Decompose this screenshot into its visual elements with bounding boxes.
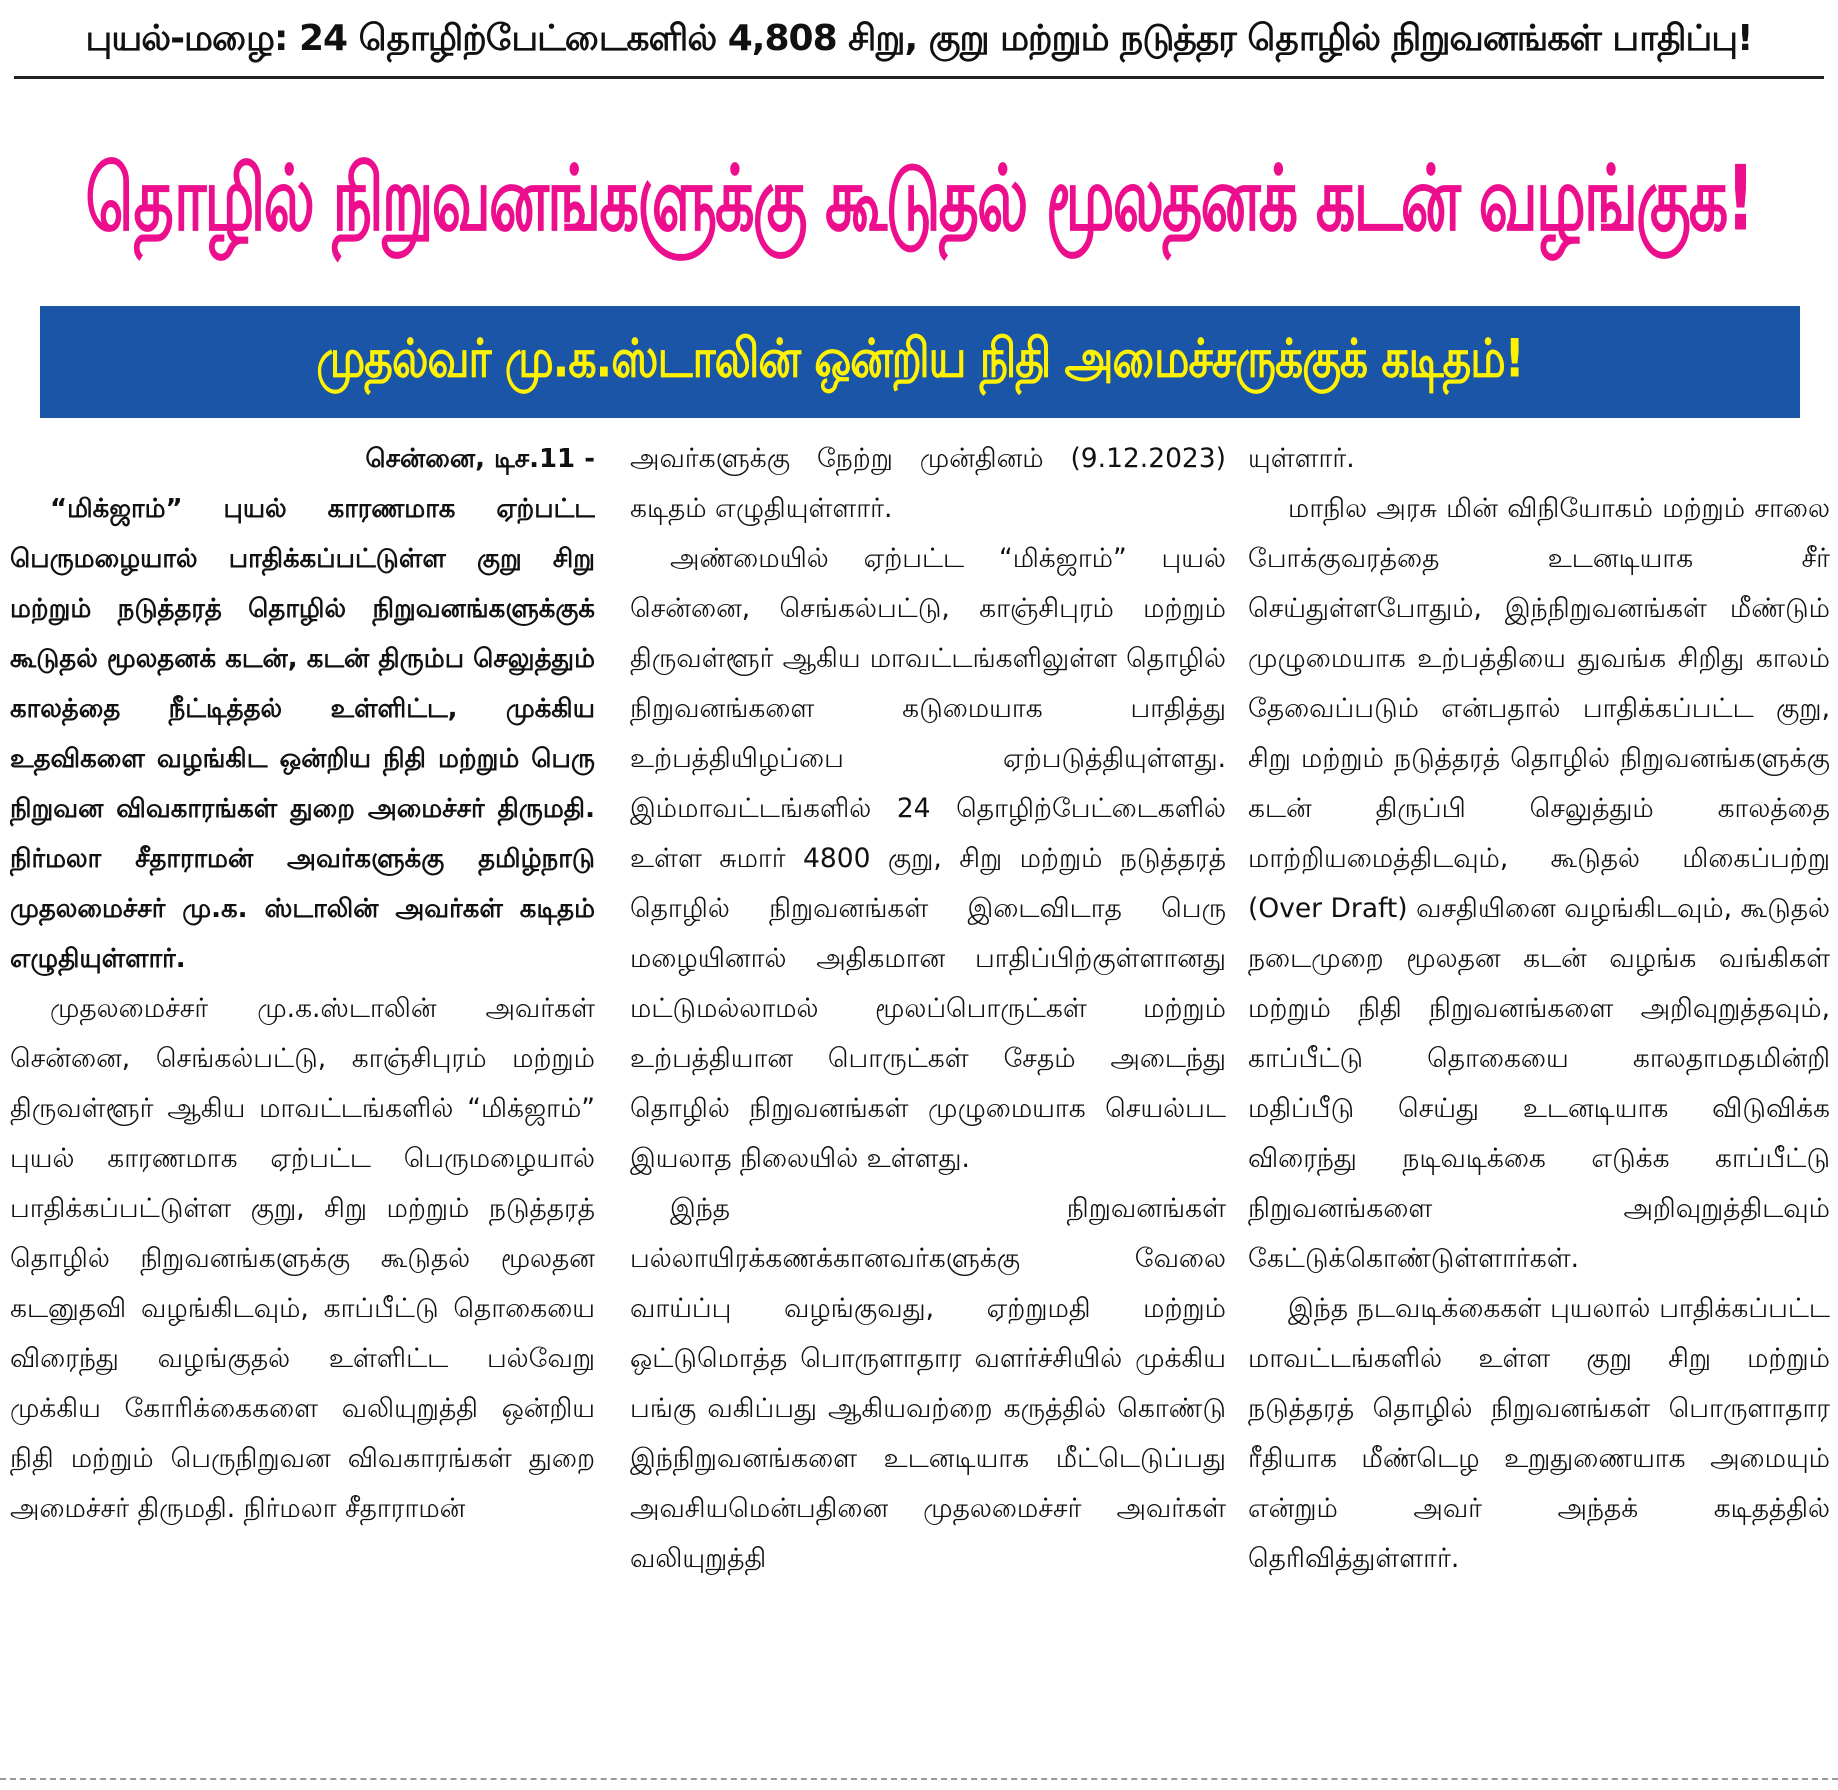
paragraph: இந்த நிறுவனங்கள் பல்லாயிரக்கணக்கானவர்களுக்கு வேலை வாய்ப்பு வழங்குவது, ஏற்றுமதி மற்றும் ஒட்டுமொத்த பொருளாதார வளர்ச்சியில் முக்கிய பங்கு வகிப்பது ஆகியவற்றை கருத்தில் கொண்டு இந்நிறுவனங்களை உடனடியாக மீட்டெடுப்பது அவசியமென்பதினை முதலமைச்சர் அவர்கள் வலியுறுத்தி <box>630 1193 1226 1574</box>
main-headline: தொழில் நிறுவனங்களுக்கு கூடுதல் மூலதனக் கடன் வழங்குக! <box>85 145 1753 252</box>
paragraph: அவர்களுக்கு நேற்று முன்தினம் (9.12.2023) கடிதம் எழுதியுள்ளார். <box>630 443 1226 524</box>
subheadline-banner <box>40 306 1800 418</box>
paragraph: முதலமைச்சர் மு.க.ஸ்டாலின் அவர்கள் சென்னை, செங்கல்பட்டு, காஞ்சிபுரம் மற்றும் திருவள்ளூர் ஆகிய மாவட்டங்களில் “மிக்ஜாம்” புயல் காரணமாக ஏற்பட்ட பெருமழையால் பாதிக்கப்பட்டுள்ள குறு, சிறு மற்றும் நடுத்தரத் தொழில் நிறுவனங்களுக்கு கூடுதல் மூலதன கடனுதவி வழங்கிடவும், காப்பீட்டு தொகையை விரைந்து வழங்குதல் உள்ளிட்ட பல்வேறு முக்கிய கோரிக்கைகளை வலியுறுத்தி ஒன்றிய நிதி மற்றும் பெருநிறுவன விவகாரங்கள் துறை அமைச்சர் திருமதி. நிர்மலா சீதாராமன் <box>10 993 595 1524</box>
lead-paragraph: “மிக்ஜாம்” புயல் காரணமாக ஏற்பட்ட பெருமழையால் பாதிக்கப்பட்டுள்ள குறு சிறு மற்றும் நடுத்தரத் தொழில் நிறுவனங்களுக்குக் கூடுதல் மூலதனக் கடன், கடன் திரும்ப செலுத்தும் காலத்தை நீட்டித்தல் உள்ளிட்ட, முக்கிய உதவிகளை வழங்கிட ஒன்றிய நிதி மற்றும் பெரு நிறுவன விவகாரங்கள் துறை அமைச்சர் திருமதி. நிர்மலா சீதாராமன் அவர்களுக்கு தமிழ்நாடு முதலமைச்சர் மு.க. ஸ்டாலின் அவர்கள் கடிதம் எழுதியுள்ளார். <box>10 494 595 974</box>
kicker-headline: புயல்-மழை: 24 தொழிற்பேட்டைகளில் 4,808 சிறு, குறு மற்றும் நடுத்தர தொழில் நிறுவனங்கள் பாதிப்பு! <box>85 18 1753 59</box>
paragraph: அண்மையில் ஏற்பட்ட “மிக்ஜாம்” புயல் சென்னை, செங்கல்பட்டு, காஞ்சிபுரம் மற்றும் திருவள்ளூர் ஆகிய மாவட்டங்களிலுள்ள தொழில் நிறுவனங்களை கடுமையாக பாதித்து உற்பத்தியிழப்பை ஏற்படுத்தியுள்ளது. இம்மாவட்டங்களில் 24 தொழிற்பேட்டைகளில் உள்ள சுமார் 4800 குறு, சிறு மற்றும் நடுத்தரத் தொழில் நிறுவனங்கள் இடைவிடாத பெரு மழையினால் அதிகமான பாதிப்பிற்குள்ளானது மட்டுமல்லாமல் மூலப்பொருட்கள் மற்றும் உற்பத்தியான பொருட்கள் சேதம் அடைந்து தொழில் நிறுவனங்கள் முழுமையாக செயல்பட இயலாத நிலையில் உள்ளது. <box>630 543 1226 1174</box>
paragraph: இந்த நடவடிக்கைகள் புயலால் பாதிக்கப்பட்ட மாவட்டங்களில் உள்ள குறு சிறு மற்றும் நடுத்தரத் தொழில் நிறுவனங்கள் பொருளாதார ரீதியாக மீண்டெழ உறுதுணையாக அமையும் என்றும் அவர் அந்தக் கடிதத்தில் தெரிவித்துள்ளார். <box>1248 1293 1830 1574</box>
bottom-divider <box>0 1778 1838 1782</box>
column-2 <box>630 434 1226 1774</box>
subheadline-text: முதல்வர் மு.க.ஸ்டாலின் ஒன்றிய நிதி அமைச்சருக்குக் கடிதம்! <box>316 327 1524 389</box>
paragraph: யுள்ளார். <box>1248 443 1355 474</box>
column-3 <box>1248 434 1830 1774</box>
dateline: சென்னை, டிச.11 - <box>365 444 595 474</box>
paragraph: மாநில அரசு மின் விநியோகம் மற்றும் சாலை போக்குவரத்தை உடனடியாக சீர் செய்துள்ளபோதும், இந்நிறுவனங்கள் மீண்டும் முழுமையாக உற்பத்தியை துவங்க சிறிது காலம் தேவைப்படும் என்பதால் பாதிக்கப்பட்ட குறு, சிறு மற்றும் நடுத்தரத் தொழில் நிறுவனங்களுக்கு கடன் திருப்பி செலுத்தும் காலத்தை மாற்றியமைத்திடவும், கூடுதல் மிகைப்பற்று (Over Draft) வசதியினை வழங்கிடவும், கூடுதல் நடைமுறை மூலதன கடன் வழங்க வங்கிகள் மற்றும் நிதி நிறுவனங்களை அறிவுறுத்தவும், காப்பீட்டு தொகையை காலதாமதமின்றி மதிப்பீடு செய்து உடனடியாக விடுவிக்க விரைந்து நடிவடிக்கை எடுக்க காப்பீட்டு நிறுவனங்களை அறிவுறுத்திடவும் கேட்டுக்கொண்டுள்ளார்கள். <box>1248 493 1830 1274</box>
column-1 <box>10 434 595 1774</box>
article-body <box>10 434 1830 1774</box>
